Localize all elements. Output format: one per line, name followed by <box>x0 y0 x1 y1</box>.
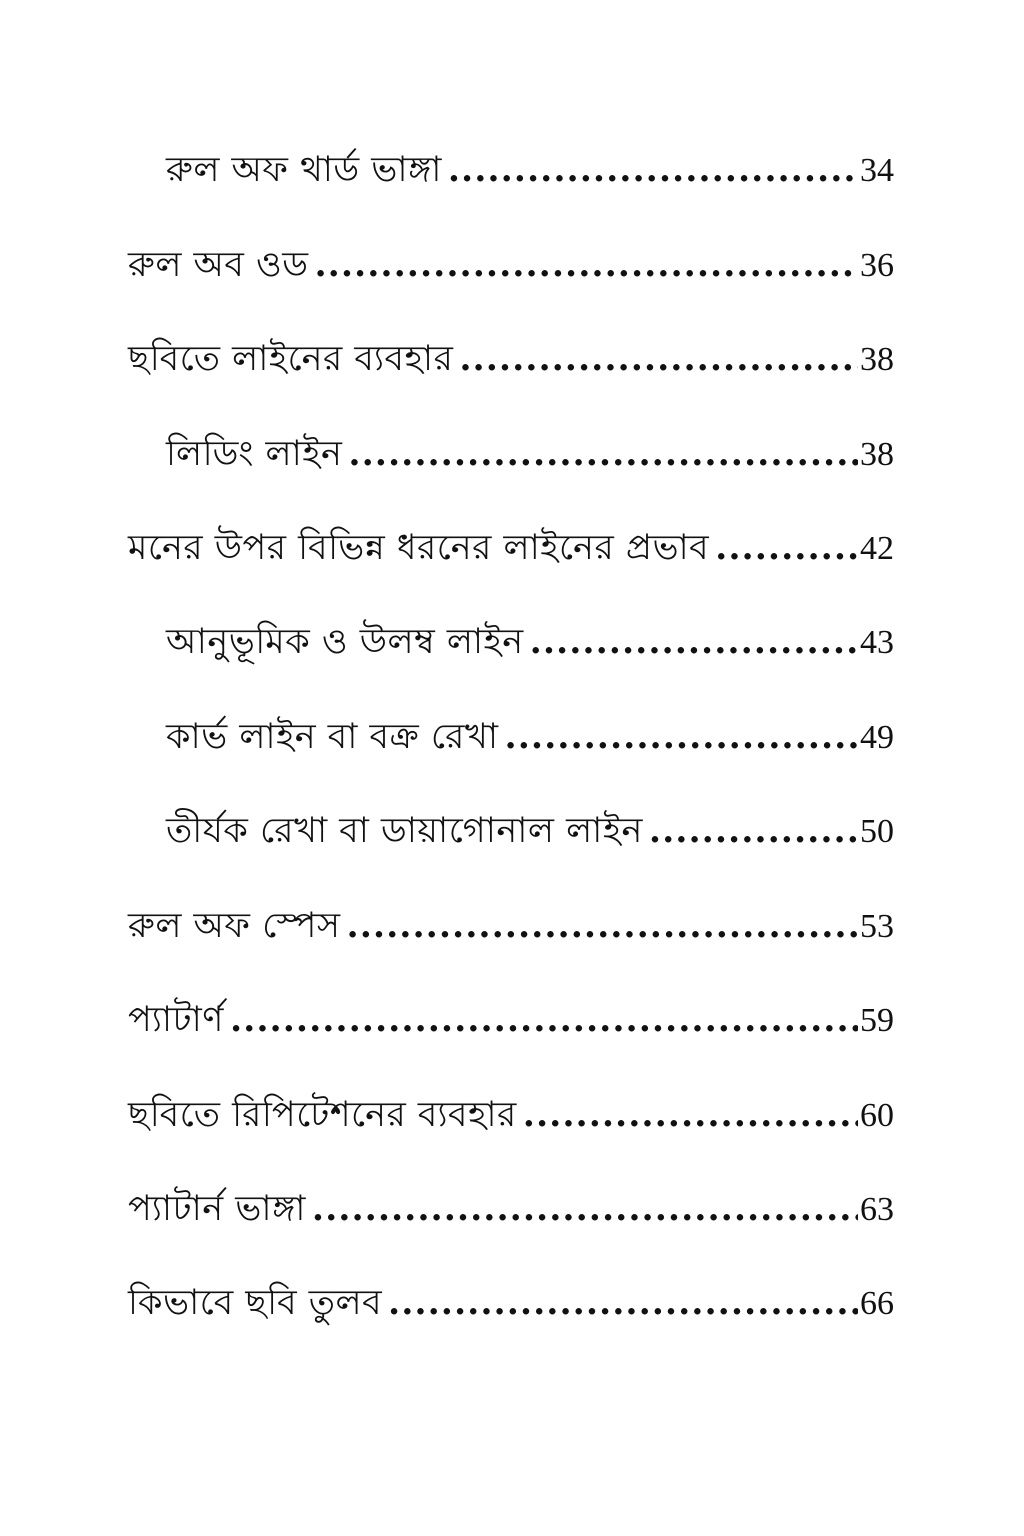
toc-entry-page: 53 <box>860 908 894 945</box>
toc-leader-dots <box>230 990 858 1050</box>
toc-entry[interactable] <box>128 1179 894 1239</box>
toc-entry[interactable] <box>166 612 894 672</box>
toc-entry-title: রুল অফ স্পেস <box>128 906 341 946</box>
toc-entry-title: রুল অব ওড <box>128 245 309 285</box>
toc-entry-page: 50 <box>860 813 894 850</box>
toc-entry[interactable] <box>128 896 894 956</box>
toc-entry-page: 42 <box>860 530 894 567</box>
toc-leader-dots <box>715 518 858 578</box>
toc-leader-dots <box>388 1273 858 1333</box>
toc-entry-title: কার্ভ লাইন বা বক্র রেখা <box>166 717 499 757</box>
toc-entry-title: ছবিতে রিপিটেশনের ব্যবহার <box>128 1095 517 1135</box>
toc-leader-dots <box>312 1179 858 1239</box>
toc-entry[interactable] <box>128 518 894 578</box>
toc-entry[interactable] <box>128 990 894 1050</box>
toc-entry[interactable] <box>166 140 894 200</box>
toc-entry-title: রুল অফ থার্ড ভাঙ্গা <box>166 150 442 190</box>
toc-entry[interactable] <box>128 329 894 389</box>
toc-entry-page: 59 <box>860 1002 894 1039</box>
toc-entry[interactable] <box>128 235 894 295</box>
toc-entry-page: 36 <box>860 247 894 284</box>
toc-entry[interactable] <box>128 1085 894 1145</box>
toc-leader-dots <box>448 140 858 200</box>
toc-entry[interactable] <box>128 1273 894 1333</box>
toc-entry-page: 34 <box>860 152 894 189</box>
toc-leader-dots <box>315 235 859 295</box>
toc-leader-dots <box>530 612 858 672</box>
toc-entry-page: 60 <box>860 1097 894 1134</box>
toc-entry-page: 49 <box>860 719 894 756</box>
toc-leader-dots <box>505 707 858 767</box>
toc-entry-title: লিডিং লাইন <box>166 434 343 474</box>
toc-leader-dots <box>523 1085 858 1145</box>
toc-entry-title: প্যাটার্ণ <box>128 1000 224 1040</box>
toc-entry-page: 66 <box>860 1285 894 1322</box>
toc-entry-title: ছবিতে লাইনের ব্যবহার <box>128 339 454 379</box>
toc-leader-dots <box>348 424 858 484</box>
toc-entry-page: 38 <box>860 436 894 473</box>
toc-entry-page: 38 <box>860 341 894 378</box>
toc-entry-title: মনের উপর বিভিন্ন ধরনের লাইনের প্রভাব <box>128 528 710 568</box>
toc-entry-title: তীর্যক রেখা বা ডায়াগোনাল লাইন <box>166 811 643 851</box>
toc-entry-title: কিভাবে ছবি তুলব <box>128 1283 383 1323</box>
toc-entry-title: আনুভূমিক ও উলম্ব লাইন <box>166 622 524 662</box>
toc-entry[interactable] <box>166 424 894 484</box>
toc-entry[interactable] <box>166 707 894 767</box>
toc-leader-dots <box>347 896 858 956</box>
toc-entry[interactable] <box>166 801 894 861</box>
toc-leader-dots <box>459 329 858 389</box>
toc-leader-dots <box>649 801 858 861</box>
toc-entry-page: 63 <box>860 1191 894 1228</box>
toc-entry-title: প্যাটার্ন ভাঙ্গা <box>128 1189 306 1229</box>
toc-entry-page: 43 <box>860 624 894 661</box>
